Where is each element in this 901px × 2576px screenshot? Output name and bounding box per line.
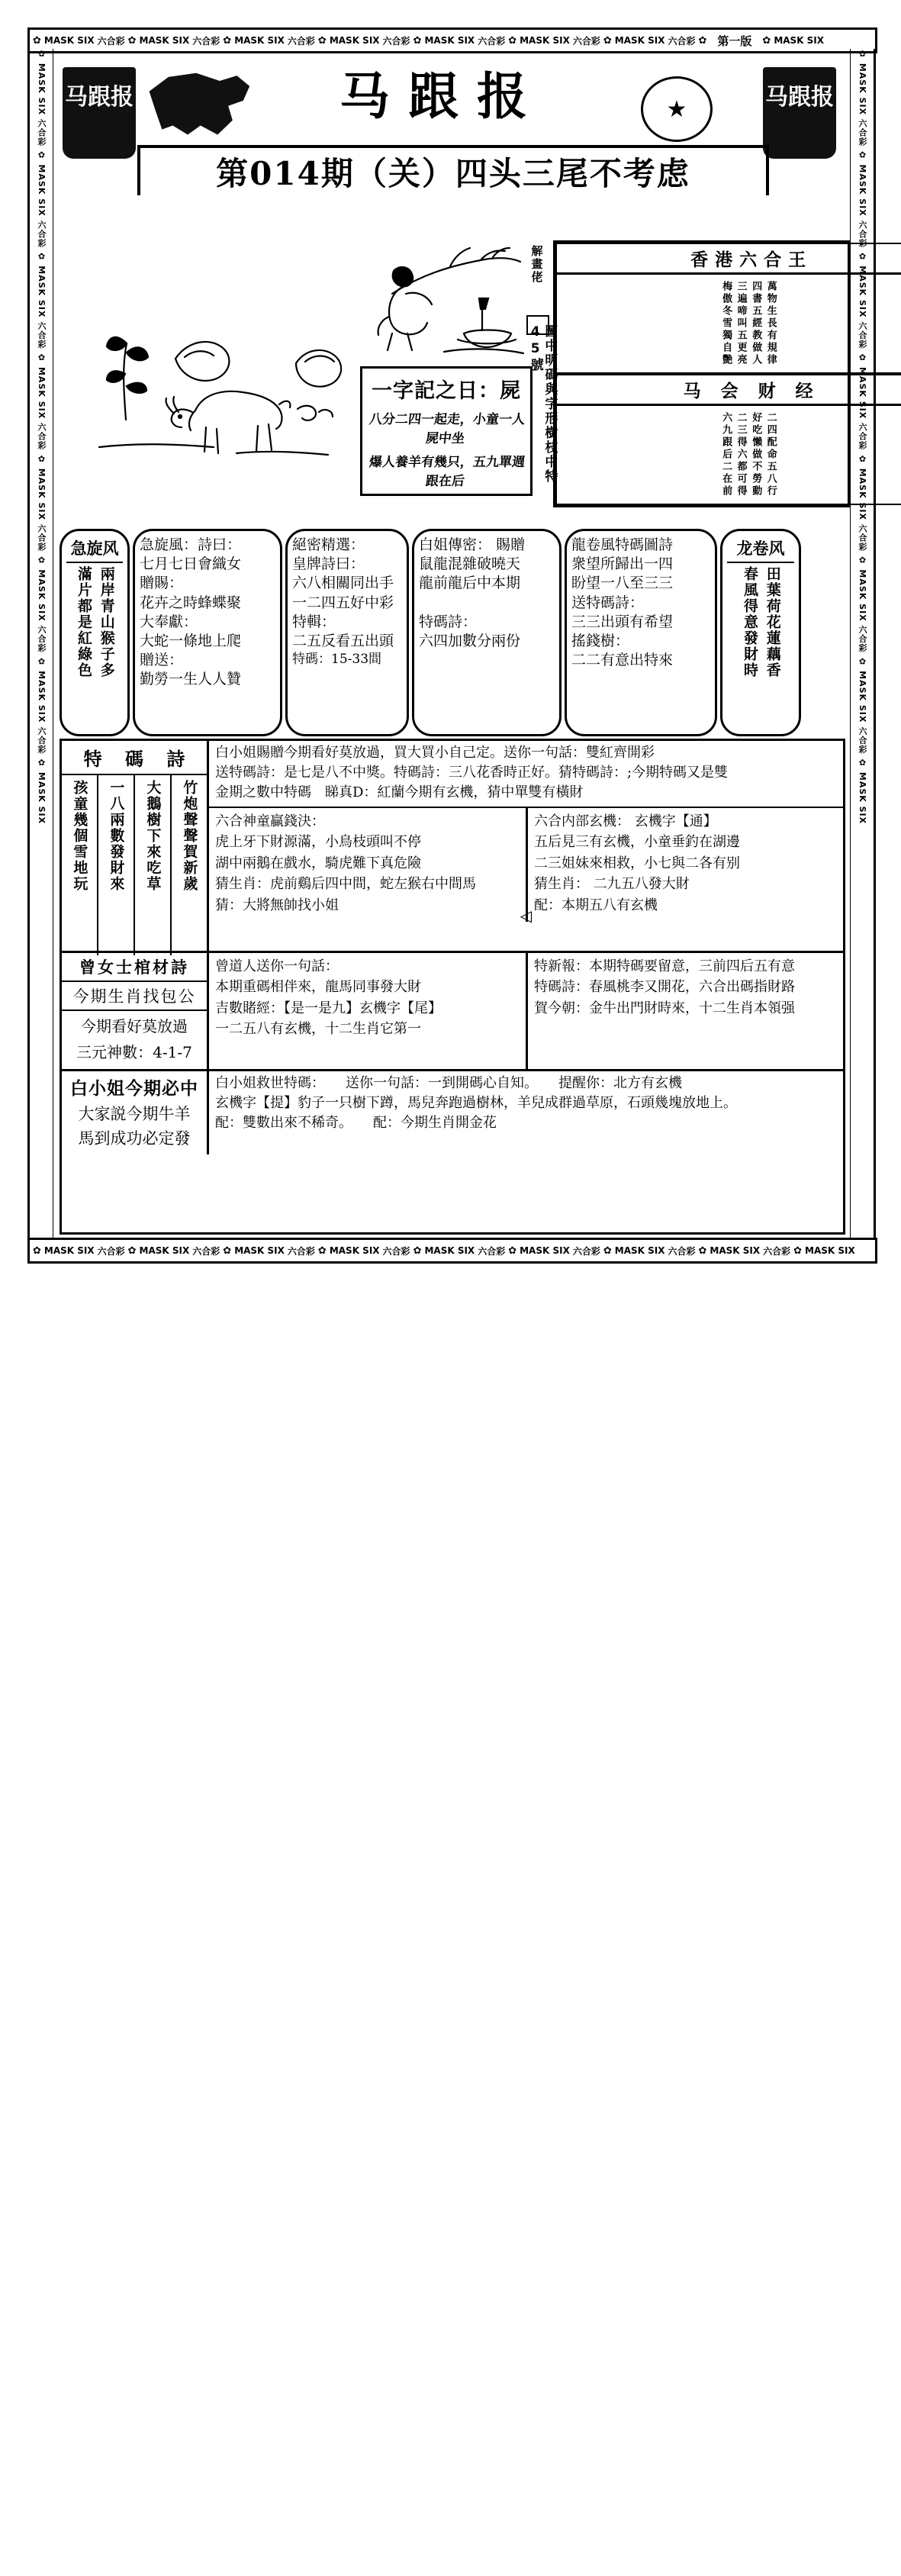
temashi-header: 特 碼 詩	[62, 741, 207, 775]
flower-icon: ✿	[127, 34, 137, 47]
cn-label: 六合彩	[382, 1245, 410, 1257]
zeng-line2: 三元神數：4-1-7	[76, 1043, 192, 1061]
flag-left-text: 马跟报	[65, 84, 134, 111]
top-border-repeat	[30, 33, 824, 49]
mask-label: MASK SIX	[234, 35, 285, 46]
flag-right-text: 马跟报	[765, 84, 834, 111]
zeng-nvshi-panel	[62, 953, 209, 1069]
bubble-line: 絕密精選：	[292, 536, 365, 553]
mask-label: MASK SIX	[424, 1245, 475, 1256]
bubble-line: 二五反看五出頭	[292, 632, 394, 649]
flower-icon: ✿	[413, 34, 422, 47]
cn-label: 六合彩	[478, 35, 506, 47]
flower-icon: ✿	[223, 34, 232, 47]
flower-icon: ✿	[413, 1245, 422, 1257]
temashi-column	[62, 775, 97, 955]
top-border-band	[27, 27, 877, 53]
texinbao-block	[528, 953, 843, 1069]
jiushi-tema-block	[209, 1071, 843, 1154]
flag-right-banner	[763, 67, 836, 159]
cn-label: 六合彩	[192, 35, 220, 47]
cn-label: 六合彩	[192, 1245, 220, 1257]
baixiaojie-line-main: 金期之數中特碼 睇真D：紅蘭今期有玄機，	[215, 784, 488, 801]
baixiaojie-line1: 大家説今期牛羊	[78, 1105, 191, 1123]
zeng-subheader: 今期生肖找包公	[62, 982, 207, 1011]
baixiaojie-top-block	[209, 741, 843, 808]
flower-icon: ✿	[317, 34, 327, 47]
temashi-column-text: 大鵝樹下來吃草	[144, 780, 162, 892]
temashi-column-text: 孩童幾個雪地玩	[71, 780, 88, 892]
bubble-line: 三三出頭有希望	[571, 613, 674, 630]
neibu-line: 五后見三有玄機，小童垂釣在湖邊	[534, 834, 740, 851]
texinbao-line: 特碼詩：春風桃李又開花，六合出碼指財路	[534, 979, 795, 996]
bubble-title: 急旋风	[66, 536, 123, 563]
neibu-line: 配：本期五八有玄機	[534, 897, 658, 913]
table-column: 好吃懶做不勞動	[750, 412, 762, 497]
bubble-column: 田葉荷花蓮藕香	[764, 566, 781, 678]
flower-icon: ✿	[698, 1245, 707, 1257]
zengdaoren-line: 曾道人送你一句話：	[215, 958, 339, 974]
baixiaojie-header: 白小姐今期必中	[70, 1078, 198, 1099]
temashi-right-content	[209, 741, 843, 951]
flag-left-banner	[63, 67, 136, 159]
bubble-line: 花卉之時蜂蝶聚	[140, 594, 242, 611]
baixiaojie-bizhong-panel	[62, 1071, 209, 1154]
table-body	[557, 406, 901, 504]
flower-icon: ✿	[508, 1245, 517, 1257]
bubble-column: 滿片都是紅綠色	[76, 566, 92, 678]
bubble-jixuanfeng-poem	[133, 529, 282, 736]
mask-label: MASK SIX	[774, 35, 825, 46]
mask-label: MASK SIX	[43, 35, 95, 46]
zengdaoren-texinbao-split	[209, 953, 843, 1069]
table-header: 香港六合王	[557, 244, 901, 275]
zeng-header: 曾女士棺材詩	[62, 953, 207, 982]
star-icon: ★	[666, 95, 687, 123]
bubble-juemi-jingxuan	[285, 529, 409, 736]
zeng-line1: 今期看好莫放過	[81, 1017, 188, 1035]
bubble-line: 大奉獻：	[140, 613, 198, 630]
bubble-line: 六四加數分兩份	[419, 632, 521, 649]
bubble-line: 白姐傳密： 賜贈	[419, 536, 526, 553]
cn-label: 六合彩	[287, 35, 315, 47]
liuhe-neibu-block	[528, 808, 843, 922]
lower-row-temashi	[62, 741, 843, 953]
bubble-line: 盼望一八至三三	[571, 575, 674, 592]
zengdaoren-line: 一二五八有玄機，十二生肖它第一	[215, 1021, 421, 1038]
mask-label: MASK SIX	[614, 1245, 665, 1256]
fisherman-boat-illustration	[359, 243, 531, 364]
bubble-line: 贈賜：	[140, 575, 184, 592]
baixiaojie-line: 白小姐賜贈今期看好莫放過，買大買小自己定。送你一句話：雙紅齊開彩	[215, 745, 655, 761]
one-word-box	[360, 366, 533, 496]
neibu-line: 六合内部玄機： 玄機字【通】	[534, 813, 717, 830]
temashi-column-text: 一八兩數發財來	[108, 780, 125, 892]
jiushi-text	[209, 1071, 843, 1137]
jiushi-line: 白小姐救世特碼： 送你一句話：一到開碼心自知。 提醒你：北方有玄機	[215, 1075, 682, 1091]
issue-subtitle: 第014期（关）四头三尾不考虑	[216, 155, 690, 192]
table-hongkong-liuhe-wang	[555, 243, 901, 374]
baixiaojie-line: 送特碼詩：是七是八不中獎。特碼詩：三八花香時正好。猜特碼詩：;今期特碼又是雙	[215, 765, 729, 781]
cn-label: 六合彩	[572, 35, 600, 47]
bubble-row	[60, 529, 845, 736]
mask-label: MASK SIX	[139, 1245, 190, 1256]
baixiaojie-line-tiny: 猜中單雙有橫財	[487, 784, 584, 801]
cn-label: 六合彩	[668, 35, 696, 47]
flower-icon: ✿	[223, 1245, 232, 1257]
jiushi-line: 配：雙數出來不稀奇。 配：今期生肖開金花	[215, 1115, 497, 1132]
bubble-line: 六八相關同出手	[292, 575, 394, 592]
temashi-column	[170, 775, 207, 955]
temashi-columns	[62, 775, 207, 955]
cn-label: 六合彩	[668, 1245, 696, 1257]
bubble-longjuanfeng-vertical	[720, 529, 801, 736]
cn-label: 六合彩	[572, 1245, 600, 1257]
bubble-line: 贈送：	[140, 652, 184, 669]
mask-label: MASK SIX	[329, 1245, 380, 1256]
bubble-line: 一二四五好中彩	[292, 594, 394, 611]
jie-hua-lao-caption: 解畫佬	[529, 245, 544, 284]
cn-label: 六合彩	[478, 1245, 506, 1257]
table-column: 萬物生長有規律	[764, 281, 777, 366]
shentong-line: 猜：大將無帥找小姐	[215, 897, 339, 913]
shentong-line: 六合神童贏錢決：	[215, 813, 325, 830]
shentong-neibu-split	[209, 808, 843, 926]
zengdaoren-line: 本期重碼相伴來，龍馬同事發大財	[215, 979, 421, 996]
page-title: 马跟报	[339, 66, 545, 126]
baixiaojie-line	[215, 784, 837, 801]
bottom-border-band	[27, 1238, 877, 1264]
flower-icon: ✿	[603, 34, 612, 47]
texinbao-line: 特新報：本期特碼要留意，三前四后五有意	[534, 958, 795, 974]
texinbao-line: 賀今朝：金牛出門財時來，十二生肖本領强	[534, 1000, 795, 1016]
flower-icon: ✿	[698, 34, 707, 47]
bubble-line: 特輯：	[292, 613, 336, 630]
flower-icon: ✿	[33, 34, 41, 47]
mask-label: MASK SIX	[710, 1245, 761, 1256]
bubble-line: 皇牌詩曰：	[292, 555, 365, 573]
bubble-line: 大蛇一條地上爬	[140, 632, 242, 649]
lower-content-grid	[60, 739, 845, 1235]
bubble-title: 龙卷风	[727, 536, 794, 563]
one-word-title: 一字記之日：屍	[372, 378, 521, 403]
subtitle-bar	[137, 145, 769, 195]
flower-icon: ✿	[508, 34, 517, 47]
one-word-line2: 爆人養羊有幾只，五九單週跟在后	[368, 454, 526, 489]
zengdaoren-block	[209, 953, 528, 1069]
table-ma-hui-cai-jing	[555, 374, 901, 505]
fortune-tables-grid	[553, 240, 850, 507]
flower-icon: ✿	[603, 1245, 612, 1257]
mask-label: MASK SIX	[520, 35, 570, 46]
temashi-column-text: 竹炮聲聲賀新歲	[181, 780, 198, 892]
table-column: 梅傲冬雪獨自艷	[720, 281, 732, 366]
table-header: 马 会 财 经	[557, 375, 901, 406]
bubble-baijie-chuanmi	[412, 529, 562, 736]
zeng-right-content	[209, 953, 843, 1069]
shentong-line: 猜生肖：虎前鷄后四中間，蛇左猴右中間馬	[215, 876, 476, 893]
flower-icon: ✿	[33, 1245, 41, 1257]
flower-icon: ✿	[317, 1245, 327, 1257]
bubble-line: 七月七日會織女	[140, 555, 242, 573]
neibu-line: 二三姐妹來相救，小七與二各有别	[534, 855, 740, 871]
bubble-line: 龍卷風特碼圖詩	[571, 536, 674, 553]
horse-ink-illustration	[145, 72, 252, 137]
cn-label: 六合彩	[382, 35, 410, 47]
lower-row-zeng	[62, 953, 843, 1071]
mask-label: MASK SIX	[805, 1245, 855, 1256]
seal-stamp-icon	[641, 76, 713, 142]
bubble-line: 急旋風：詩曰：	[140, 536, 242, 553]
cn-label: 六合彩	[97, 1245, 125, 1257]
bottom-border-repeat	[30, 1245, 855, 1257]
art-and-tables-zone	[53, 240, 850, 523]
bubble-line: 勤勞一生人人贊	[140, 671, 242, 688]
one-word-line1: 八分二四一起走，小童一人屍中坐	[368, 411, 526, 446]
mask-label: MASK SIX	[614, 35, 665, 46]
bubble-line-spacer	[419, 594, 555, 612]
cn-label: 六合彩	[763, 1245, 791, 1257]
lower-row-baixiaojie	[62, 1071, 843, 1154]
bubble-line: 特碼詩：	[419, 613, 478, 630]
table-column: 六九跟后二在前	[720, 412, 732, 497]
flower-icon: ✿	[127, 1245, 137, 1257]
liuhe-shentong-block	[209, 808, 532, 926]
flower-icon: ✿	[793, 1245, 803, 1257]
temashi-column	[97, 775, 134, 955]
bubble-line: 搖錢樹：	[571, 632, 630, 649]
mask-label: MASK SIX	[234, 1245, 285, 1256]
table-column: 二四配命五八行	[764, 412, 777, 497]
tu-zhong-caption: 圖中明碼與字形樹枝中特45號	[527, 324, 558, 484]
zengdaoren-line: 吉數賭經：【是一是九】玄機字【尾】	[215, 1000, 442, 1016]
bubble-line: 二二有意出特來	[571, 652, 674, 669]
bubble-line-tema: 特碼：15-33間	[292, 652, 382, 668]
shentong-line: 湖中兩鵝在戲水，騎虎難下真危險	[215, 855, 421, 871]
temashi-column	[134, 775, 170, 955]
table-body	[557, 275, 901, 372]
bubble-vertical-columns	[66, 566, 123, 729]
table-column: 二三得六都可得	[735, 412, 747, 497]
bubble-longjuanfeng-poem	[565, 529, 717, 736]
mask-label: MASK SIX	[139, 35, 190, 46]
bubble-column: 春風得意發財時	[742, 566, 758, 678]
jiushi-line: 玄機字【提】豹子一只樹下蹲，馬兒奔跑過樹林，羊兒成群過草原，石頭幾塊放地上。	[215, 1095, 737, 1112]
arrow-icon: ◁	[520, 906, 532, 926]
table-column: 四書五經教做人	[750, 281, 762, 366]
bubble-line: 鼠龍混雜破曉天	[419, 555, 521, 573]
neibu-line: 猜生肖： 二九五八發大財	[534, 876, 690, 893]
right-border-band: ✿ MASK SIX 六合彩 ✿ MASK SIX 六合彩 ✿ MASK SIX 六合彩 ✿ MASK SIX 六合彩 ✿ MASK SIX 六合彩 ✿ MASK SIX 六合彩 ✿ MASK SIX 六合彩 ✿ MASK SIX	[850, 49, 876, 1238]
cn-label: 六合彩	[287, 1245, 315, 1257]
bubble-column: 兩岸青山猴子多	[98, 566, 115, 678]
flower-icon: ✿	[762, 34, 771, 47]
edition-label: 第一版	[717, 34, 752, 48]
temashi-panel	[62, 741, 209, 951]
cn-label: 六合彩	[97, 35, 125, 47]
goat-landscape-illustration	[53, 267, 359, 465]
left-border-band: ✿ MASK SIX 六合彩 ✿ MASK SIX 六合彩 ✿ MASK SIX 六合彩 ✿ MASK SIX 六合彩 ✿ MASK SIX 六合彩 ✿ MASK SIX 六合彩 ✿ MASK SIX 六合彩 ✿ MASK SIX	[27, 49, 53, 1238]
shentong-line: 虎上牙下財源滿，小鳥枝頭叫不停	[215, 834, 421, 851]
baixiaojie-line2: 馬到成功必定發	[78, 1129, 191, 1148]
mask-label: MASK SIX	[43, 1245, 95, 1256]
table-column: 三遍啼叫五更亮	[735, 281, 747, 366]
bubble-vertical-columns	[727, 566, 794, 729]
bubble-line: 送特碼詩：	[571, 594, 645, 611]
bubble-jixuanfeng-vertical	[60, 529, 130, 736]
masthead	[53, 63, 847, 192]
mask-label: MASK SIX	[424, 35, 475, 46]
mask-label: MASK SIX	[520, 1245, 570, 1256]
bubble-line: 龍前龍后中本期	[419, 575, 521, 592]
mask-label: MASK SIX	[329, 35, 380, 46]
bubble-line: 衆望所歸出一四	[571, 555, 674, 573]
